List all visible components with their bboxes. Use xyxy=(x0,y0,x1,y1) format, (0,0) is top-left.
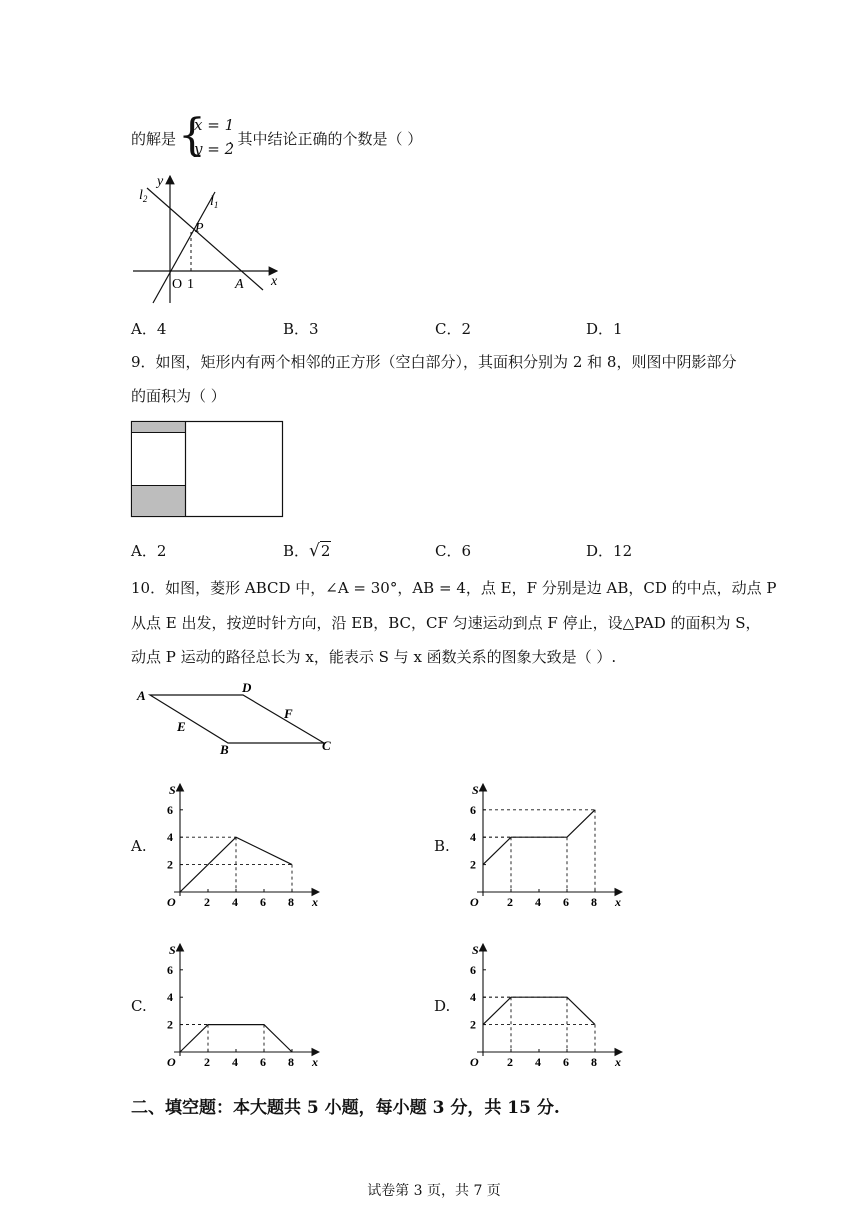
q8-suffix: . 其中结论正确的个数是（ ） xyxy=(228,130,423,148)
q9-choice-b: B．√2 xyxy=(283,541,331,561)
y-tick-label: 2 xyxy=(167,857,173,872)
x-tick-label: 6 xyxy=(563,895,569,909)
left-brace: { xyxy=(178,110,206,161)
vertex-c: C xyxy=(322,738,331,753)
label-x: x xyxy=(271,274,278,289)
q8-choice-a: A．4 xyxy=(131,320,167,338)
q10-line-1: 10．如图，菱形 ABCD 中，∠A = 30°，AB = 4，点 E，F 分别是边 AB，CD 的中点，动点 P xyxy=(131,579,777,597)
x-tick-label: 2 xyxy=(507,1055,513,1069)
point-e: E xyxy=(177,719,186,734)
axis-label-x: x xyxy=(615,895,621,909)
axis-label-x: x xyxy=(615,1055,621,1069)
y-tick-label: 4 xyxy=(470,990,476,1005)
x-tick-label: 2 xyxy=(204,1055,210,1069)
q8-choice-c: C．2 xyxy=(435,320,472,338)
axis-label-s: S xyxy=(169,943,176,957)
shaded-bottom xyxy=(132,486,186,517)
q9-line-2: 的面积为（ ） xyxy=(131,387,226,405)
x-tick-label: 8 xyxy=(288,895,294,909)
x-tick-label: 6 xyxy=(260,895,266,909)
label-a: A xyxy=(235,277,244,292)
q9-line-1: 9．如图，矩形内有两个相邻的正方形（空白部分），其面积分别为 2 和 8，则图中阴影部分 xyxy=(131,353,737,371)
system-eq-1: x = 1 xyxy=(194,116,235,134)
q8-choice-d: D．1 xyxy=(586,320,623,338)
sqrt-radicand: 2 xyxy=(320,542,331,560)
q8-figure xyxy=(125,168,290,308)
origin-label: O xyxy=(167,895,176,909)
y-tick-label: 2 xyxy=(167,1017,173,1032)
line-l1 xyxy=(153,192,215,303)
option-label-b: B. xyxy=(434,837,450,855)
q10-line-3: 动点 P 运动的路径总长为 x，能表示 S 与 x 函数关系的图象大致是（ ）. xyxy=(131,648,617,666)
section-heading: 二、填空题：本大题共 5 小题，每小题 3 分，共 15 分. xyxy=(131,1098,560,1118)
q8-choice-b: B．3 xyxy=(283,320,319,338)
label-p: P xyxy=(195,221,204,236)
label-o: O xyxy=(172,277,183,292)
label-y: y xyxy=(157,174,164,189)
y-tick-label: 6 xyxy=(470,802,476,817)
graph-option-b xyxy=(463,776,633,911)
page-footer: 试卷第 3 页，共 7 页 xyxy=(367,1183,501,1199)
x-tick-label: 4 xyxy=(535,1055,541,1069)
vertex-a: A xyxy=(137,688,146,703)
option-label-d: D. xyxy=(434,997,451,1015)
x-tick-label: 6 xyxy=(260,1055,266,1069)
y-tick-label: 4 xyxy=(167,990,173,1005)
y-tick-label: 6 xyxy=(167,962,173,977)
sqrt-sign: √ xyxy=(309,541,320,561)
series-line xyxy=(483,997,595,1024)
option-label-c: C. xyxy=(131,997,147,1015)
rhombus-figure xyxy=(130,680,345,760)
x-tick-label: 8 xyxy=(591,1055,597,1069)
x-tick-label: 6 xyxy=(563,1055,569,1069)
q8-prefix: 的解是 xyxy=(131,130,177,148)
vertex-d: D xyxy=(242,680,252,695)
axis-label-s: S xyxy=(472,783,479,797)
axis-label-x: x xyxy=(312,1055,318,1069)
graph-option-a xyxy=(160,776,330,911)
origin-label: O xyxy=(167,1055,176,1069)
origin-label: O xyxy=(470,1055,479,1069)
y-tick-label: 6 xyxy=(470,962,476,977)
x-tick-label: 8 xyxy=(591,895,597,909)
shaded-top xyxy=(132,422,186,433)
q9-choice-d: D．12 xyxy=(586,542,633,560)
x-tick-label: 4 xyxy=(232,1055,238,1069)
line-l2 xyxy=(147,188,263,290)
series-line xyxy=(483,810,595,865)
q9-choice-c: C．6 xyxy=(435,542,472,560)
axis-label-x: x xyxy=(312,895,318,909)
y-tick-label: 2 xyxy=(470,1017,476,1032)
label-one: 1 xyxy=(187,277,194,292)
q9-figure xyxy=(130,420,286,520)
x-tick-label: 4 xyxy=(535,895,541,909)
y-tick-label: 4 xyxy=(167,830,173,845)
axis-label-s: S xyxy=(472,943,479,957)
square-small xyxy=(132,433,186,486)
series-line xyxy=(180,1025,292,1052)
origin-label: O xyxy=(470,895,479,909)
graph-option-d xyxy=(463,936,633,1071)
label-l2: $l_2$ xyxy=(139,188,148,204)
y-tick-label: 6 xyxy=(167,802,173,817)
axis-label-s: S xyxy=(169,783,176,797)
q10-line-2: 从点 E 出发，按逆时针方向，沿 EB，BC，CF 匀速运动到点 F 停止，设△PAD 的面积为 S， xyxy=(131,614,761,632)
x-tick-label: 8 xyxy=(288,1055,294,1069)
point-f: F xyxy=(284,706,293,721)
x-tick-label: 2 xyxy=(204,895,210,909)
vertex-b: B xyxy=(220,742,229,757)
option-label-a: A. xyxy=(131,837,147,855)
graph-option-c xyxy=(160,936,330,1071)
y-tick-label: 2 xyxy=(470,857,476,872)
x-tick-label: 2 xyxy=(507,895,513,909)
x-tick-label: 4 xyxy=(232,895,238,909)
label-l1: $l_1$ xyxy=(210,194,219,210)
y-tick-label: 4 xyxy=(470,830,476,845)
q9-choice-a: A．2 xyxy=(131,542,167,560)
system-eq-2: y = 2 xyxy=(194,140,235,158)
